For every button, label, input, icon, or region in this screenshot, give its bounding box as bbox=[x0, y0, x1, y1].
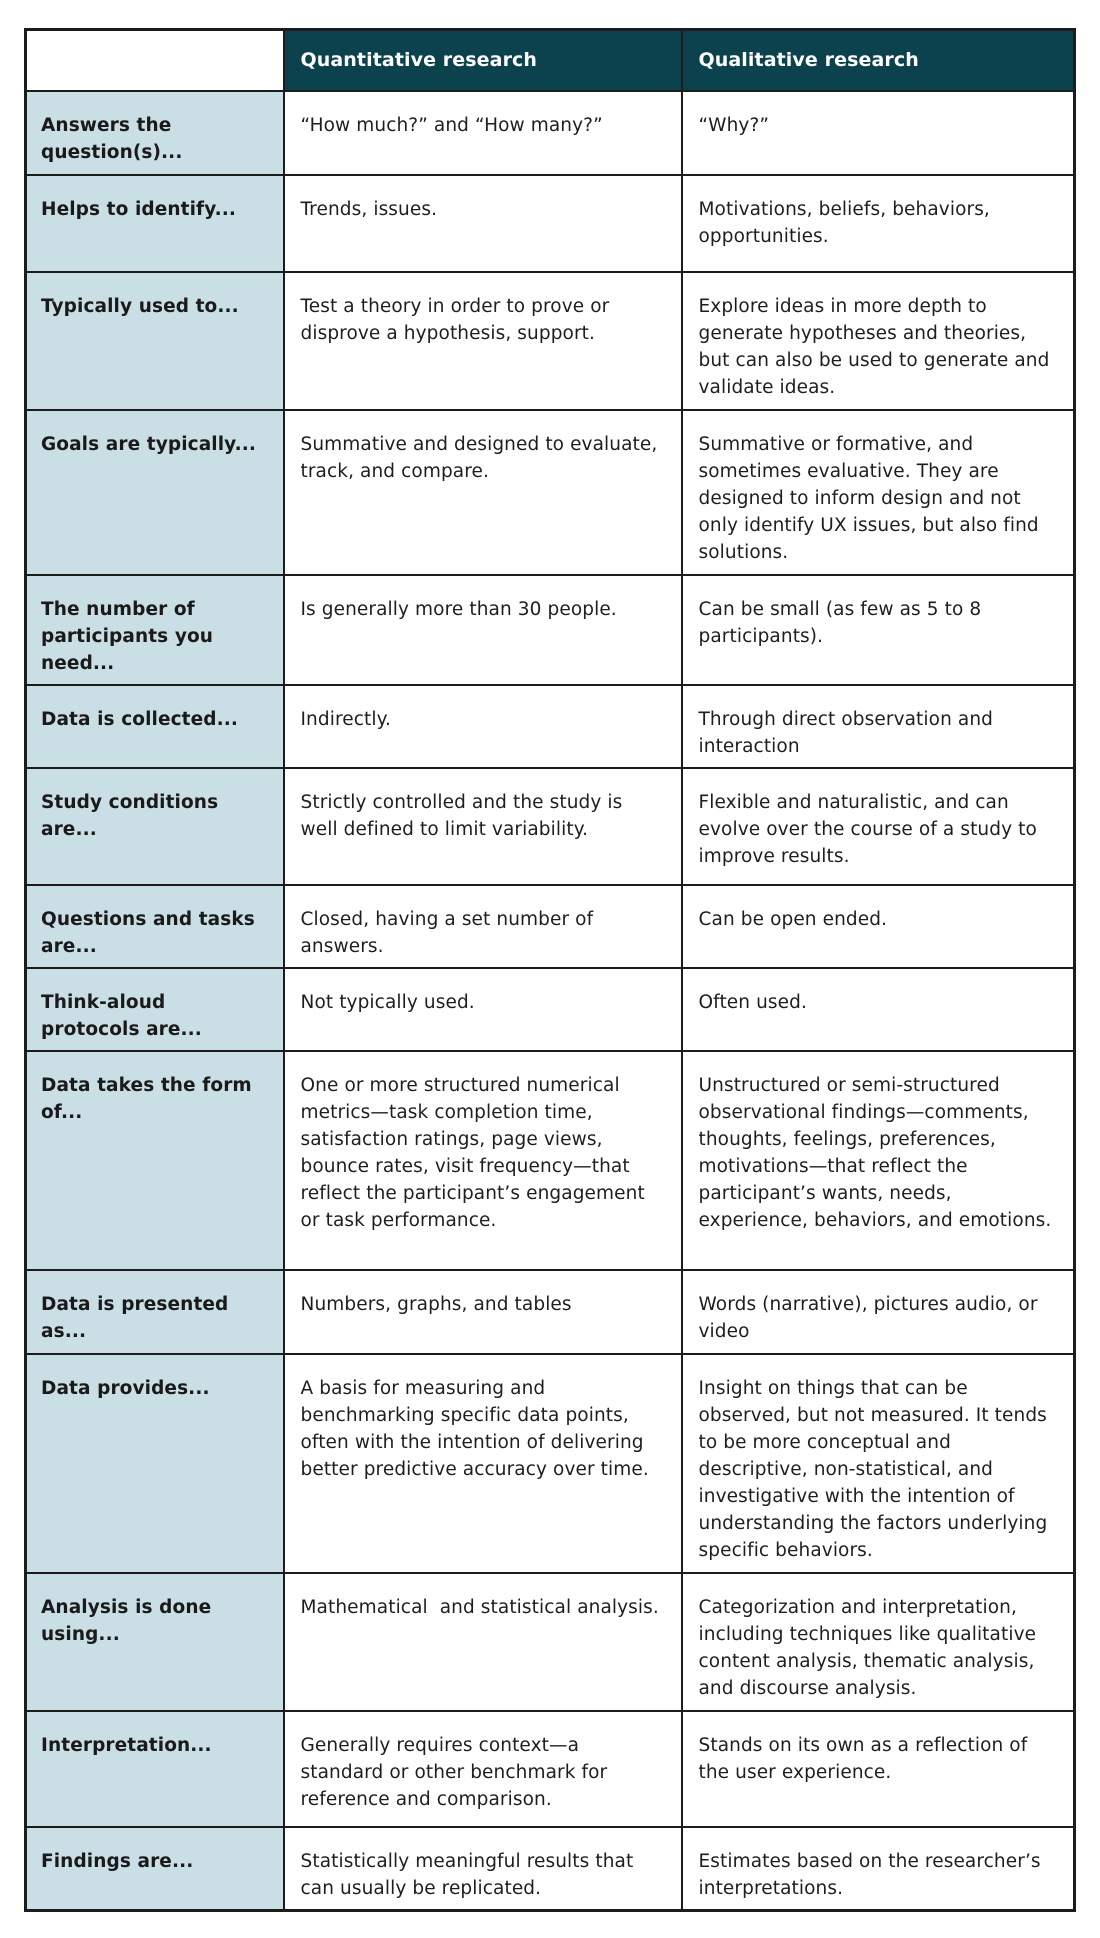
qualitative-cell: Explore ideas in more depth to generate hypotheses and theories, but can also be used to generate and validate ideas. bbox=[682, 272, 1075, 410]
qualitative-cell: Can be open ended. bbox=[682, 885, 1075, 968]
quantitative-cell: Summative and designed to evaluate, track, and compare. bbox=[284, 410, 682, 575]
table-row bbox=[26, 91, 1075, 175]
table-row bbox=[26, 968, 1075, 1051]
quantitative-cell: Indirectly. bbox=[284, 685, 682, 768]
row-label: Typically used to... bbox=[26, 272, 284, 410]
row-label: Data is collected... bbox=[26, 685, 284, 768]
row-label: The number of participants you need... bbox=[26, 575, 284, 685]
row-label: Data provides... bbox=[26, 1354, 284, 1573]
quantitative-cell: Strictly controlled and the study is well defined to limit variability. bbox=[284, 768, 682, 885]
quantitative-cell: Generally requires context—a standard or other benchmark for reference and comparison. bbox=[284, 1711, 682, 1827]
qualitative-cell: Flexible and naturalistic, and can evolve over the course of a study to improve results. bbox=[682, 768, 1075, 885]
row-label: Answers the question(s)... bbox=[26, 91, 284, 175]
quantitative-cell: Test a theory in order to prove or disprove a hypothesis, support. bbox=[284, 272, 682, 410]
row-label: Goals are typically... bbox=[26, 410, 284, 575]
qualitative-cell: Estimates based on the researcher’s interpretations. bbox=[682, 1827, 1075, 1911]
qualitative-cell: Through direct observation and interaction bbox=[682, 685, 1075, 768]
row-label: Data takes the form of... bbox=[26, 1051, 284, 1270]
table-row bbox=[26, 885, 1075, 968]
qualitative-cell: Motivations, beliefs, behaviors, opportunities. bbox=[682, 175, 1075, 272]
row-label: Findings are... bbox=[26, 1827, 284, 1911]
qualitative-cell: Summative or formative, and sometimes evaluative. They are designed to inform design and not only identify UX issues, but also find solutions. bbox=[682, 410, 1075, 575]
quantitative-cell: “How much?” and “How many?” bbox=[284, 91, 682, 175]
table-row bbox=[26, 575, 1075, 685]
quantitative-cell: Trends, issues. bbox=[284, 175, 682, 272]
quantitative-cell: One or more structured numerical metrics—task completion time, satisfaction ratings, page views, bounce rates, visit frequency—that reflect the participant’s engagement or task performance. bbox=[284, 1051, 682, 1270]
row-label: Data is presented as... bbox=[26, 1270, 284, 1354]
qualitative-cell: “Why?” bbox=[682, 91, 1075, 175]
comparison-table bbox=[24, 28, 1076, 1912]
row-label: Helps to identify... bbox=[26, 175, 284, 272]
table-row bbox=[26, 1354, 1075, 1573]
table-row bbox=[26, 1827, 1075, 1911]
qualitative-cell: Categorization and interpretation, including techniques like qualitative content analysis, thematic analysis, and discourse analysis. bbox=[682, 1573, 1075, 1711]
quantitative-cell: A basis for measuring and benchmarking specific data points, often with the intention of delivering better predictive accuracy over time. bbox=[284, 1354, 682, 1573]
table-row bbox=[26, 768, 1075, 885]
header-qualitative: Qualitative research bbox=[682, 30, 1075, 91]
qualitative-cell: Can be small (as few as 5 to 8 participants). bbox=[682, 575, 1075, 685]
row-label: Analysis is done using... bbox=[26, 1573, 284, 1711]
table-row bbox=[26, 410, 1075, 575]
table-row bbox=[26, 685, 1075, 768]
qualitative-cell: Often used. bbox=[682, 968, 1075, 1051]
table-row bbox=[26, 1711, 1075, 1827]
quantitative-cell: Not typically used. bbox=[284, 968, 682, 1051]
quantitative-cell: Mathematical and statistical analysis. bbox=[284, 1573, 682, 1711]
qualitative-cell: Stands on its own as a reflection of the user experience. bbox=[682, 1711, 1075, 1827]
table-row bbox=[26, 272, 1075, 410]
qualitative-cell: Insight on things that can be observed, but not measured. It tends to be more conceptual and descriptive, non-statistical, and investigative with the intention of understanding the factors underlying specific behaviors. bbox=[682, 1354, 1075, 1573]
qualitative-cell: Words (narrative), pictures audio, or video bbox=[682, 1270, 1075, 1354]
header-row bbox=[26, 30, 1075, 91]
header-corner-cell bbox=[26, 30, 284, 91]
quantitative-cell: Statistically meaningful results that can usually be replicated. bbox=[284, 1827, 682, 1911]
table-row bbox=[26, 1270, 1075, 1354]
quantitative-cell: Closed, having a set number of answers. bbox=[284, 885, 682, 968]
row-label: Think-aloud protocols are... bbox=[26, 968, 284, 1051]
table-row bbox=[26, 1573, 1075, 1711]
qualitative-cell: Unstructured or semi-structured observational findings—comments, thoughts, feelings, preferences, motivations—that reflect the participant’s wants, needs, experience, behaviors, and emotions. bbox=[682, 1051, 1075, 1270]
row-label: Questions and tasks are... bbox=[26, 885, 284, 968]
table-row bbox=[26, 175, 1075, 272]
row-label: Interpretation... bbox=[26, 1711, 284, 1827]
row-label: Study conditions are... bbox=[26, 768, 284, 885]
header-quantitative: Quantitative research bbox=[284, 30, 682, 91]
table-row bbox=[26, 1051, 1075, 1270]
quantitative-cell: Numbers, graphs, and tables bbox=[284, 1270, 682, 1354]
quantitative-cell: Is generally more than 30 people. bbox=[284, 575, 682, 685]
